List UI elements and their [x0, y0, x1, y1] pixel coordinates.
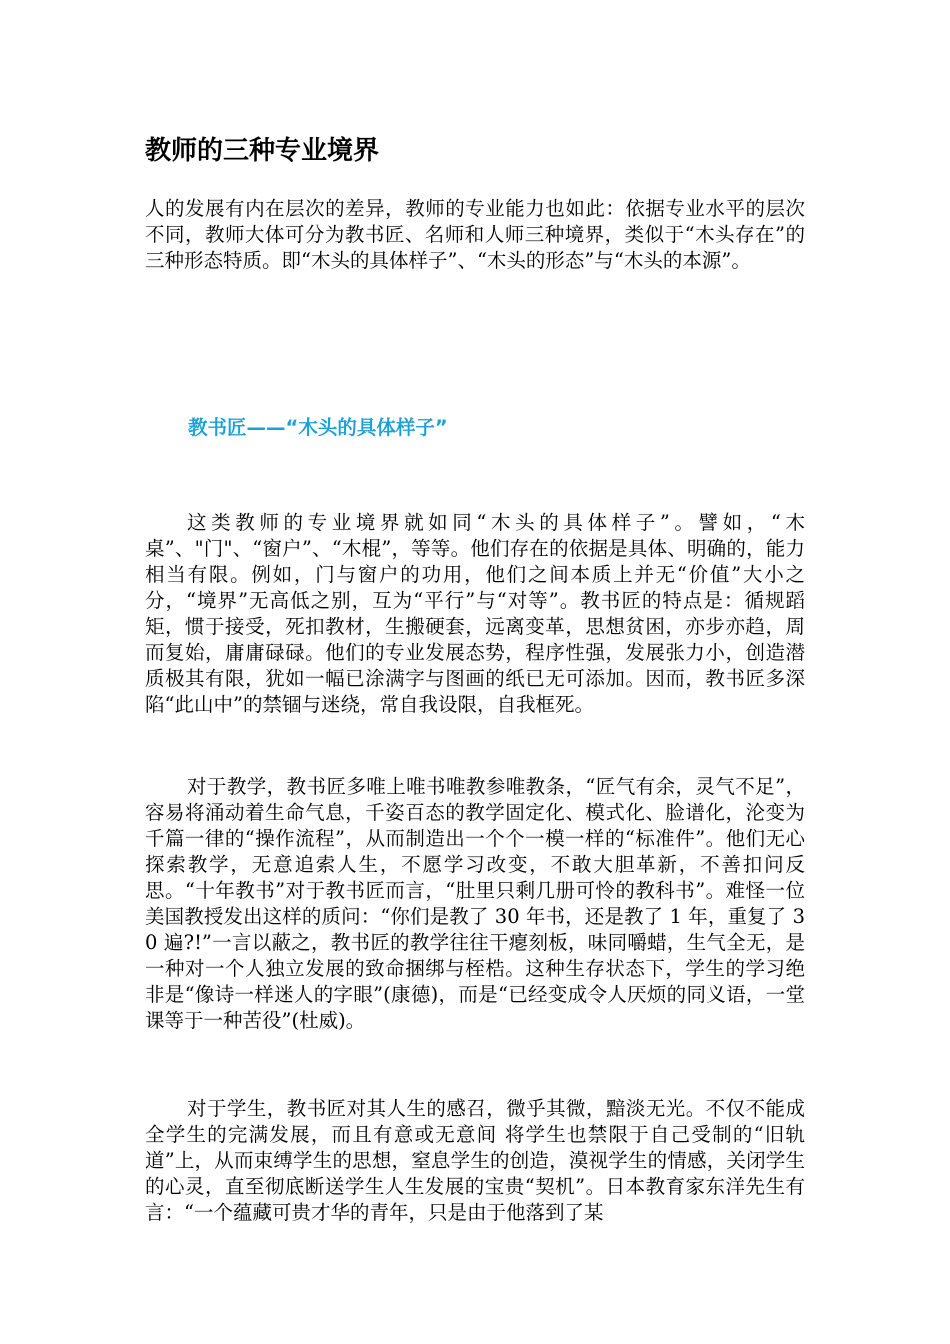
section-heading: 教书匠——“木头的具体样子”	[188, 416, 448, 439]
body-paragraph-3: 对于学生，教书匠对其人生的感召，微乎其微，黯淡无光。不仅不能成全学生的完满发展，而且有意或无意间 将学生也禁限于自己受制的“旧轨道”上，从而束缚学生的思想，窒息学生的创造，漠视学生的情感，关闭学生的心灵，直至彻底断送学生人生发展的宝贵“契机”。日本教育家东洋先生有言：“一个蕴藏可贵才华的青年，只是由于他落到了某	[145, 1097, 805, 1224]
document-title: 教师的三种专业境界	[145, 136, 380, 166]
body-paragraph-1: 这类教师的专业境界就如同“木头的具体样子”。譬如，“木桌”、"门"、“窗户”、“木棍”，等等。他们存在的依据是具体、明确的，能力相当有限。例如，门与窗户的功用，他们之间本质上并无“价值”大小之分，“境界”无高低之别，互为“平行”与“对等”。教书匠的特点是：循规蹈矩，惯于接受，死扣教材，生搬硬套，远离变革，思想贫困，亦步亦趋，周而复始，庸庸碌碌。他们的专业发展态势，程序性强，发展张力小，创造潜质极其有限，犹如一幅已涂满字与图画的纸已无可添加。因而，教书匠多深陷“此山中”的禁锢与迷绕，常自我设限，自我框死。	[145, 511, 805, 716]
intro-paragraph: 人的发展有内在层次的差异，教师的专业能力也如此：依据专业水平的层次不同，教师大体可分为教书匠、名师和人师三种境界，类似于“木头存在”的三种形态特质。即“木头的具体样子”、“木头的形态”与“木头的本源”。	[145, 197, 805, 272]
body-paragraph-2: 对于教学，教书匠多唯上唯书唯教参唯教条，“匠气有余，灵气不足”，容易将涌动着生命气息，千姿百态的教学固定化、模式化、脸谱化，沦变为千篇一律的“操作流程”，从而制造出一个个一模一样的“标准件”。他们无心探索教学，无意追索人生，不愿学习改变，不敢大胆革新，不善扣问反思。“十年教书”对于教书匠而言，“肚里只剩几册可怜的教科书”。难怪一位美国教授发出这样的质问：“你们是教了 30 年书，还是教了 1 年，重复了 30 遍?!”一言以蔽之，教书匠的教学往往干瘪刻板，味同嚼蜡，生气全无，是一种对一个人独立发展的致命捆绑与桎梏。这种生存状态下，学生的学习绝非是“像诗一样迷人的字眼”(康德)，而是“已经变成令人厌烦的同义语，一堂课等于一种苦役”(杜威)。	[145, 775, 805, 1032]
